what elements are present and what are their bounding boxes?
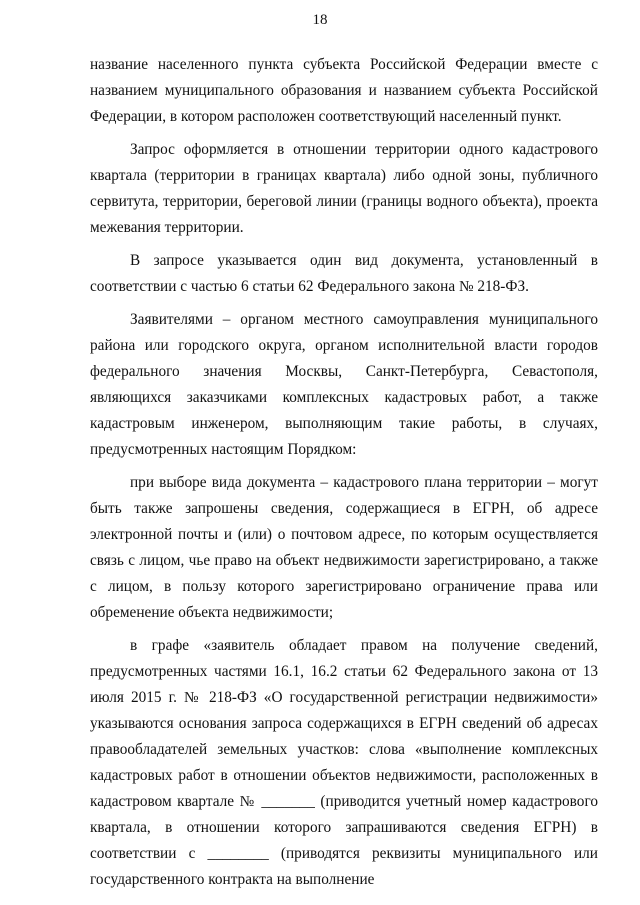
- paragraph-applicants: Заявителями – органом местного самоуправления муниципального района или городского округа, органом исполнительной власти городов федерального значения Москвы, Санкт-Петербурга, Севастополя, являющихся заказчиками комплексных кадастровых работ, а также кадастровым инженером, выполняющим такие работы, в случаях, предусмотренных настоящим Порядком:: [90, 311, 598, 458]
- paragraph-applicant-rights: в графе «заявитель обладает правом на получение сведений, предусмотренных частями 16.1, 16.2 статьи 62 Федерального закона от 13 июля 2015 г. № 218-ФЗ «О государственной регистрации недвижимости» указываются основания запроса содержащихся в ЕГРН сведений об адресах правообладателей земельных участков: слова «выполнение комплексных кадастровых работ в отношении объектов недвижимости, расположенных в кадастровом квартале № _______ (приводится учетный номер кадастрового квартала, в отношении которого запрашиваются сведения ЕГРН) в соответствии с ________ (приводятся реквизиты муниципального или государственного контракта на выполнение: [90, 637, 598, 888]
- page-number: 18: [312, 12, 328, 28]
- paragraph-document-type: В запросе указывается один вид документа, установленный в соответствии с частью 6 статьи 62 Федерального закона № 218-ФЗ.: [90, 252, 598, 295]
- paragraph-cadastral-plan: при выборе вида документа – кадастрового плана территории – могут быть также запрошены сведения, содержащиеся в ЕГРН, об адресе электронной почты и (или) о почтовом адресе, по которым осуществляется связь с лицом, чье право на объект недвижимости зарегистрировано, а также с лицом, в пользу которого зарегистрировано ограничение права или обременение объекта недвижимости;: [90, 474, 598, 621]
- paragraph-continuation: название населенного пункта субъекта Российской Федерации вместе с названием муниципального образования и названием субъекта Российской Федерации, в котором расположен соответствующий населенный пункт.: [90, 56, 598, 125]
- document-body: [90, 52, 598, 900]
- paragraph-request-scope: Запрос оформляется в отношении территории одного кадастрового квартала (территории в границах квартала) либо одной зоны, публичного сервитута, территории, береговой линии (границы водного объекта), проекта межевания территории.: [90, 141, 598, 236]
